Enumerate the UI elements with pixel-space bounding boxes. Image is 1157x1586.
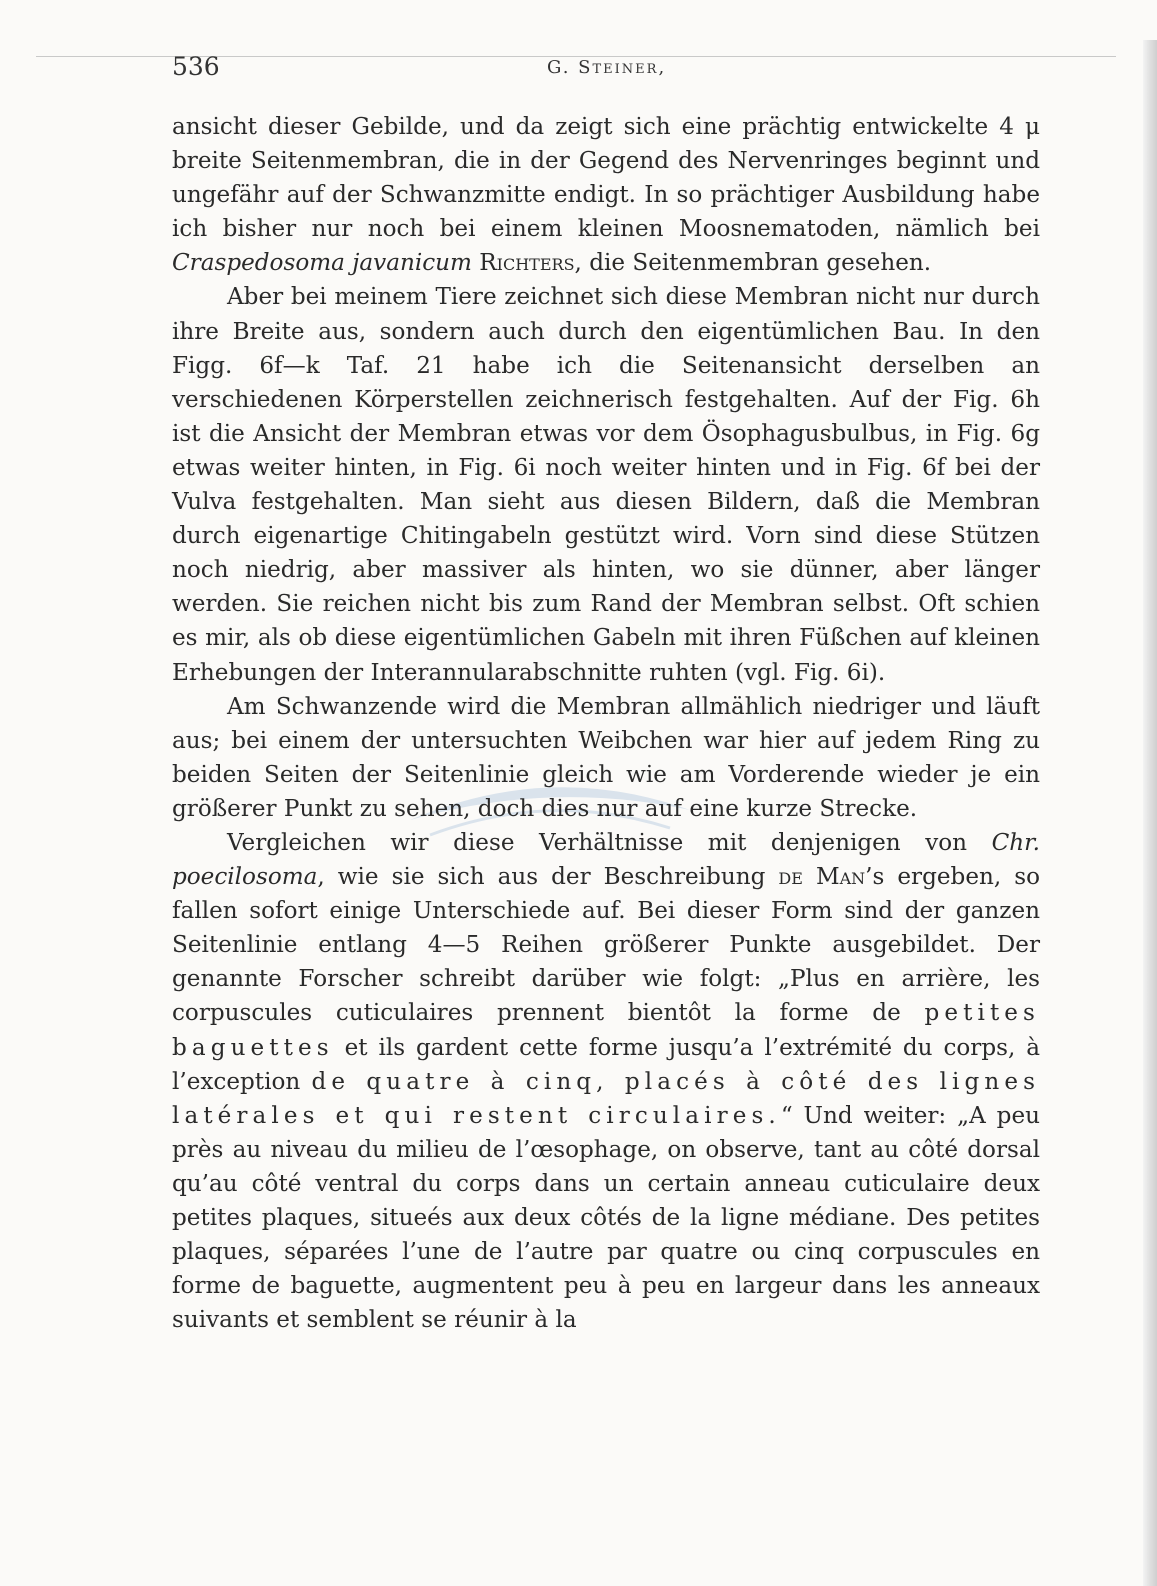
text-run: Vergleichen wir diese Verhältnisse mit denjenigen von bbox=[227, 829, 992, 856]
paragraph-4 bbox=[172, 826, 1040, 1337]
text-run: Richters bbox=[479, 250, 575, 277]
text-run: Craspedosoma javanicum bbox=[172, 250, 472, 277]
paragraph-2 bbox=[172, 280, 1040, 689]
paragraph-3 bbox=[172, 690, 1040, 826]
text-run: ’s ergeben, so fallen sofort einige Unterschiede auf. Bei dieser Form sind der ganzen Seitenlinie entlang 4—5 Reihen größerer Punkte ausgebildet. Der genannte Forscher schreibt darüber wie folgt: „Plus en arrière, les corpuscules cuticulaires prennent bientôt la forme de bbox=[172, 864, 1040, 1027]
text-run: Am Schwanzende wird die Membran allmählich niedriger und läuft aus; bei einem der untersuchten Weibchen war hier auf jedem Ring zu beiden Seiten der Seitenlinie gleich wie am Vorderende wieder je ein größerer Punkt zu sehen, doch dies nur auf eine kurze Strecke. bbox=[172, 693, 1040, 822]
page-number: 536 bbox=[172, 52, 220, 81]
text-run: de quatre à cinq, placés à côté des lignes latérales et qui restent circulaires. bbox=[172, 1068, 1041, 1129]
text-run: Aber bei meinem Tiere zeichnet sich diese Membran nicht nur durch ihre Breite aus, sondern auch durch den eigentümlichen Bau. In den Figg. 6f—k Taf. 21 habe ich die Seitenansicht derselben an verschiedenen Körperstellen zeichnerisch festgehalten. Auf der Fig. 6h ist die Ansicht der Membran etwas vor dem Ösophagusbulbus, in Fig. 6g etwas weiter hinten, in Fig. 6i noch weiter hinten und in Fig. 6f bei der Vulva festgehalten. Man sieht aus diesen Bildern, daß die Membran durch eigenartige Chitingabeln gestützt wird. Vorn sind diese Stützen noch niedrig, aber massiver als hinten, wo sie dünner, aber länger werden. Sie reichen nicht bis zum Rand der Membran selbst. Oft schien es mir, als ob diese eigentümlichen Gabeln mit ihren Füßchen auf kleinen Erhebungen der Interannularabschnitte ruhten (vgl. Fig. 6i). bbox=[172, 284, 1040, 686]
page-edge-shadow bbox=[1143, 40, 1157, 1586]
text-run: et ils gardent cette forme jusqu’a l’extrémité du corps, à l’exception bbox=[172, 1034, 1040, 1095]
text-run: Chr. poecilosoma bbox=[172, 829, 1040, 891]
text-run: ansicht dieser Gebilde, und da zeigt sich eine prächtig entwickelte 4 μ breite Seitenmembran, die in der Gegend des Nervenringes beginnt und ungefähr auf der Schwanzmitte endigt. In so prächtiger Ausbildung habe ich bisher nur noch bei einem kleinen Moosnematoden, nämlich bei bbox=[172, 114, 1040, 243]
text-run: petites baguettes bbox=[172, 1000, 1040, 1061]
text-run: , die Seitenmembran gesehen. bbox=[574, 250, 932, 277]
running-head: G. Steiner, bbox=[547, 57, 667, 78]
text-run: de Man bbox=[778, 864, 866, 891]
text-run: “ Und weiter: „A peu près au niveau du milieu de l’œsophage, on observe, tant au côté dorsal qu’au côté ventral du corps dans un certain anneau cuticulaire deux petites plaques, situeés aux deux côtés de la ligne médiane. Des petites plaques, séparées l’une de l’autre par quatre ou cinq corpuscules en forme de baguette, augmentent peu à peu en largeur dans les anneaux suivants et semblent se réunir à la bbox=[172, 1102, 1040, 1334]
text-run: , wie sie sich aus der Beschreibung bbox=[317, 864, 779, 891]
body-text bbox=[172, 110, 1040, 1337]
paragraph-1 bbox=[172, 110, 1040, 280]
page-header bbox=[172, 52, 1040, 84]
